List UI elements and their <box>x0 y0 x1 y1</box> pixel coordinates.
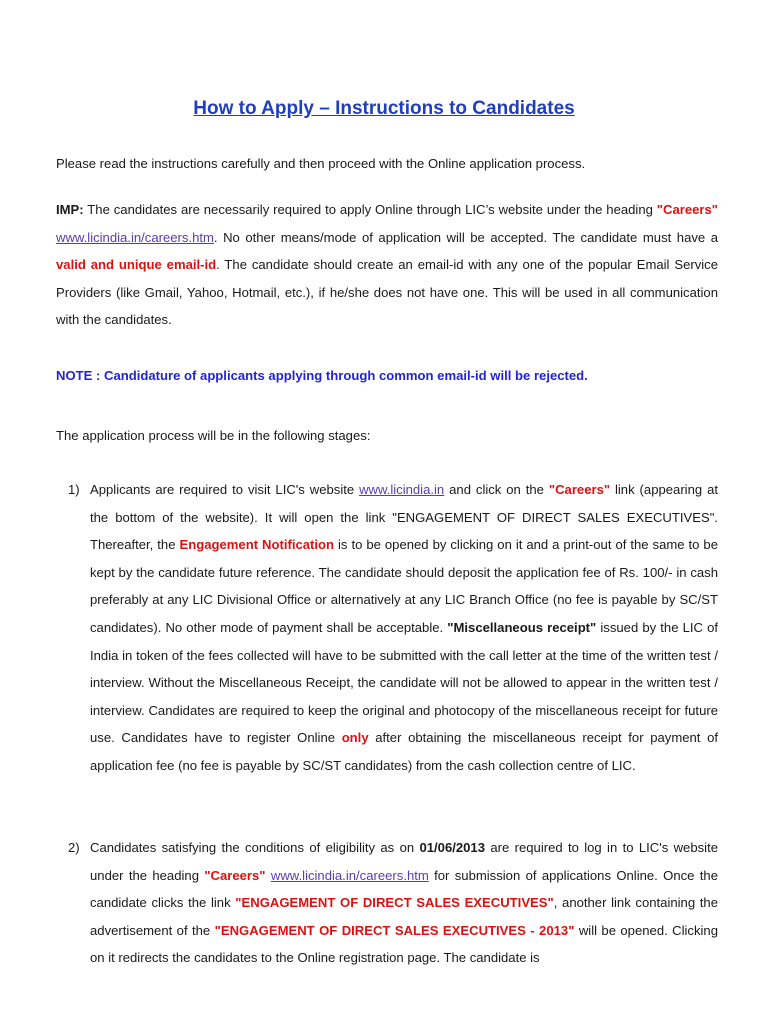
item2-text-4: for submission of applications Online. Once the candidate clicks the link <box>90 867 718 911</box>
item1-text-4: is to be opened by clicking on it and a print-out of the same to be kept by the candidate future reference. The candidate should deposit the application fee of Rs. 100/- in cash preferably at any LIC Divisional Office or alternatively at any LIC Branch Office (no fee is payable by SC/ST candidates). No other mode of payment shall be acceptable. <box>90 537 718 635</box>
list-item <box>56 834 718 972</box>
engagement-notification-highlight: Engagement Notification <box>179 537 335 553</box>
careers-link[interactable]: www.licindia.in/careers.htm <box>56 229 214 245</box>
list-number: 1) <box>68 482 80 497</box>
stage-list-2 <box>56 834 718 972</box>
imp-label: IMP: <box>56 202 84 217</box>
stages-intro: The application process will be in the following stages: <box>56 428 371 443</box>
item2-text-2: are required to log in to LIC's website under the heading <box>90 840 718 883</box>
intro-paragraph: Please read the instructions carefully and then proceed with the Online application process. <box>56 156 586 171</box>
page-title: How to Apply – Instructions to Candidates <box>193 98 575 119</box>
item1-text-3: link (appearing at the bottom of the website). It will open the link "ENGAGEMENT OF DIRECT SALES EXECUTIVES". Thereafter, the <box>90 482 718 553</box>
item2-text-6: will be opened. Clicking on it redirects the candidates to the Online registration page. The candidate is <box>90 922 718 966</box>
item2-text-1: Candidates satisfying the conditions of eligibility as on <box>90 840 420 855</box>
careers-link-label: "Careers" <box>548 482 611 497</box>
imp-text-1: The candidates are necessarily required to apply Online through LIC’s website under the heading <box>83 202 657 217</box>
list-number: 2) <box>68 840 80 855</box>
item1-text-5: issued by the LIC of India in token of the fees collected will have to be submitted with the call letter at the time of the written test / interview. Without the Miscellaneous Receipt, the candidate will not be allowed to appear in the written test / interview. Candidates are required to keep the original and photocopy of the miscellaneous receipt for future use. Candidates have to register Online <box>90 619 718 746</box>
list-item <box>56 476 718 780</box>
valid-email-highlight: valid and unique email-id <box>56 257 217 273</box>
note-paragraph: NOTE : Candidature of applicants applying through common email-id will be rejected. <box>56 368 588 383</box>
imp-paragraph <box>56 196 718 334</box>
item1-text-6: after obtaining the miscellaneous receipt for payment of application fee (no fee is payable by SC/ST candidates) from the cash collection centre of LIC. <box>90 730 718 773</box>
item1-text-2: and click on the <box>444 482 549 497</box>
careers-heading: "Careers" <box>656 202 718 217</box>
engagement-2013-label: "ENGAGEMENT OF DIRECT SALES EXECUTIVES - 2013" <box>214 922 575 938</box>
misc-receipt-highlight: "Miscellaneous receipt" <box>447 619 597 635</box>
engagement-link-label: "ENGAGEMENT OF DIRECT SALES EXECUTIVES" <box>235 895 554 911</box>
item2-text-5: , another link containing the advertisement of the <box>90 895 718 938</box>
careers-heading: "Careers" <box>204 867 266 883</box>
licindia-link[interactable]: www.licindia.in <box>359 482 445 497</box>
imp-text-2: . No other means/mode of application will be accepted. The candidate must have a <box>213 229 718 245</box>
stage-list-1 <box>56 476 718 780</box>
eligibility-date: 01/06/2013 <box>419 840 486 855</box>
only-highlight: only <box>341 730 369 746</box>
careers-link[interactable]: www.licindia.in/careers.htm <box>270 867 429 883</box>
item1-text-1: Applicants are required to visit LIC's website <box>90 482 360 497</box>
imp-text-3: . The candidate should create an email-id with any one of the popular Email Service Providers (like Gmail, Yahoo, Hotmail, etc.), if he/she does not have one. This will be used in all communication with the candidates. <box>56 257 718 328</box>
